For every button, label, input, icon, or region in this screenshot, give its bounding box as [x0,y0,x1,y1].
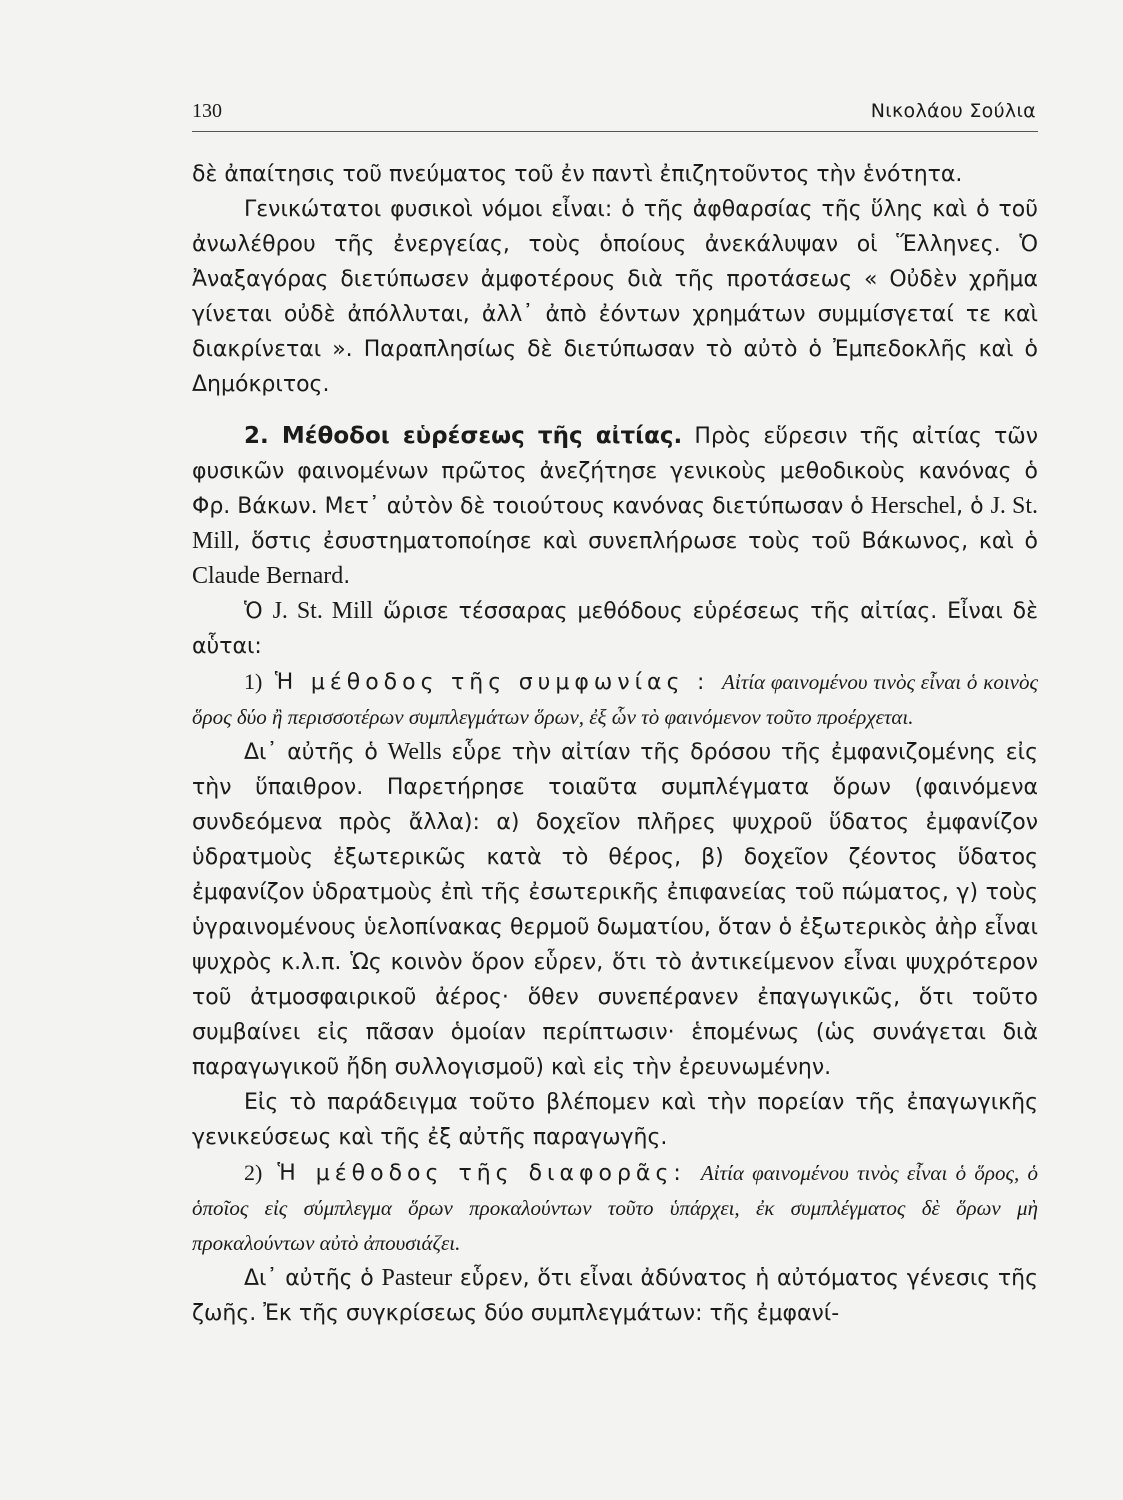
page-number: 130 [192,100,222,122]
method-agreement: 1) Ἡ μέθοδος τῆς συμφωνίας : Αἰτία φαινομένου τινὸς εἶναι ὁ κοινὸς ὅρος δύο ἢ περισσοτέρων συμπλεγμάτων ὅρων, ἐξ ὧν τὸ φαινόμενον τοῦτο προέρχεται. [192,669,1039,729]
name-pasteur: Pasteur [381,1265,453,1291]
name-herschel: Herschel [870,493,957,519]
method-difference-name: Ἡ μέθοδος τῆς διαφορᾶς: [262,1161,701,1186]
page-body [192,157,1038,1331]
paragraph-induction-note: Εἰς τὸ παράδειγμα τοῦτο βλέπομεν καὶ τὴν πορείαν τῆς ἐπαγωγικῆς γενικεύσεως καὶ τῆς ἐξ αὐτῆς παραγωγῆς. [192,1090,1038,1150]
paragraph-wells-example: Δι᾽ αὐτῆς ὁ Wells εὗρε τὴν αἰτίαν τῆς δρόσου τῆς ἐμφανιζομένης εἰς τὴν ὕπαιθρον. Παρετήρησε τοιαῦτα συμπλέγματα ὅρων (φαινόμενα συνδεόμενα πρὸς ἄλλα): α) δοχεῖον πλῆρες ψυχροῦ ὕδατος ἐμφανίζον ὑδρατμοὺς ἐξωτερικῶς κατὰ τὸ θέρος, β) δοχεῖον ζέοντος ὕδατος ἐμφανίζον ὑδρατμοὺς ἐπὶ τῆς ἐσωτερικῆς ἐπιφανείας τοῦ πώματος, γ) τοὺς ὑγραινομένους ὑελοπίνακας θερμοῦ δωματίου, ὅταν ὁ ἐξωτερικὸς ἀὴρ εἶναι ψυχρὸς κ.λ.π. Ὡς κοινὸν ὅρον εὗρεν, ὅτι τὸ ἀντικείμενον εἶναι ψυχρότερον τοῦ ἀτμοσφαιρικοῦ ἀέρος· ὅθεν συνεπέρανεν ἐπαγωγικῶς, ὅτι τοῦτο συμβαίνει εἰς πᾶσαν ὁμοίαν περίπτωσιν· ἑπομένως (ὡς συνάγεται διὰ παραγωγικοῦ ἤδη συλλογισμοῦ) καὶ εἰς τὴν ἐρευνωμένην. [192,739,1039,1080]
method-difference-definition: Αἰτία φαινομένου τινὸς εἶναι ὁ ὅρος, ὁ ὁποῖος εἰς σύμπλεγμα ὅρων προκαλούντων τοῦτο ὑπάρχει, ἐκ συμπλέγματος δὲ ὅρων μὴ προκαλούντων αὐτὸ ἀπουσιάζει. [192,1161,1039,1255]
section-title: 2. Μέθοδοι εὑρέσεως τῆς αἰτίας. [244,423,683,449]
method-agreement-definition: Αἰτία φαινομένου τινὸς εἶναι ὁ κοινὸς ὅρος δύο ἢ περισσοτέρων συμπλεγμάτων ὅρων, ἐξ ὧν τὸ φαινόμενον τοῦτο προέρχεται. [192,670,1039,729]
method-agreement-name: Ἡ μέθοδος τῆς συμφωνίας : [262,670,723,695]
name-bernard: Claude Bernard [192,563,344,589]
name-mill: J. St. Mill [192,493,1038,554]
paragraph-pasteur-example: Δι᾽ αὐτῆς ὁ Pasteur εὗρεν, ὅτι εἶναι ἀδύνατος ἡ αὐτόματος γένεσις τῆς ζωῆς. Ἐκ τῆς συγκρίσεως δύο συμπλεγμάτων: τῆς ἐμφανί- [192,1265,1039,1326]
name-mill-2: J. St. Mill [272,598,374,624]
paragraph-continuation: δὲ ἀπαίτησις τοῦ πνεύματος τοῦ ἐν παντὶ ἐπιζητοῦντος τὴν ἑνότητα. [192,162,963,187]
section-2-paragraph: 2. Μέθοδοι εὑρέσεως τῆς αἰτίας. Πρὸς εὕρεσιν τῆς αἰτίας τῶν φυσικῶν φαινομένων πρῶτος ἀνεζήτησε γενικοὺς μεθοδικοὺς κανόνας ὁ Φρ. Βάκων. Μετ᾽ αὐτὸν δὲ τοιούτους κανόνας διετύπωσαν ὁ Herschel, ὁ J. St. Mill, ὅστις ἐσυστηματοποίησε καὶ συνεπλήρωσε τοὺς τοῦ Βάκωνος, καὶ ὁ Claude Bernard. [192,423,1038,589]
method-difference: 2) Ἡ μέθοδος τῆς διαφορᾶς: Αἰτία φαινομένου τινὸς εἶναι ὁ ὅρος, ὁ ὁποῖος εἰς σύμπλεγμα ὅρων προκαλούντων τοῦτο ὑπάρχει, ἐκ συμπλέγματος δὲ ὅρων μὴ προκαλούντων αὐτὸ ἀπουσιάζει. [192,1160,1039,1255]
name-wells: Wells [387,739,442,765]
running-header [192,100,1038,132]
paragraph-physical-laws: Γενικώτατοι φυσικοὶ νόμοι εἶναι: ὁ τῆς ἀφθαρσίας τῆς ὕλης καὶ ὁ τοῦ ἀνωλέθρου τῆς ἐνεργείας, τοὺς ὁποίους ἀνεκάλυψαν οἱ Ἕλληνες. Ὁ Ἀναξαγόρας διετύπωσεν ἀμφοτέρους διὰ τῆς προτάσεως « Οὐδὲν χρῆμα γίνεται οὐδὲ ἀπόλλυται, ἀλλ᾽ ἀπὸ ἐόντων χρημάτων συμμίσγεταί τε καὶ διακρίνεται ». Παραπλησίως δὲ διετύπωσαν τὸ αὐτὸ ὁ Ἐμπεδοκλῆς καὶ ὁ Δημόκριτος. [192,197,1038,397]
running-head-author: Νικολάου Σούλια [870,100,1036,122]
paragraph-four-methods: Ὁ J. St. Mill ὥρισε τέσσαρας μεθόδους εὑρέσεως τῆς αἰτίας. Εἶναι δὲ αὗται: [192,598,1039,659]
book-page [192,100,1038,1331]
